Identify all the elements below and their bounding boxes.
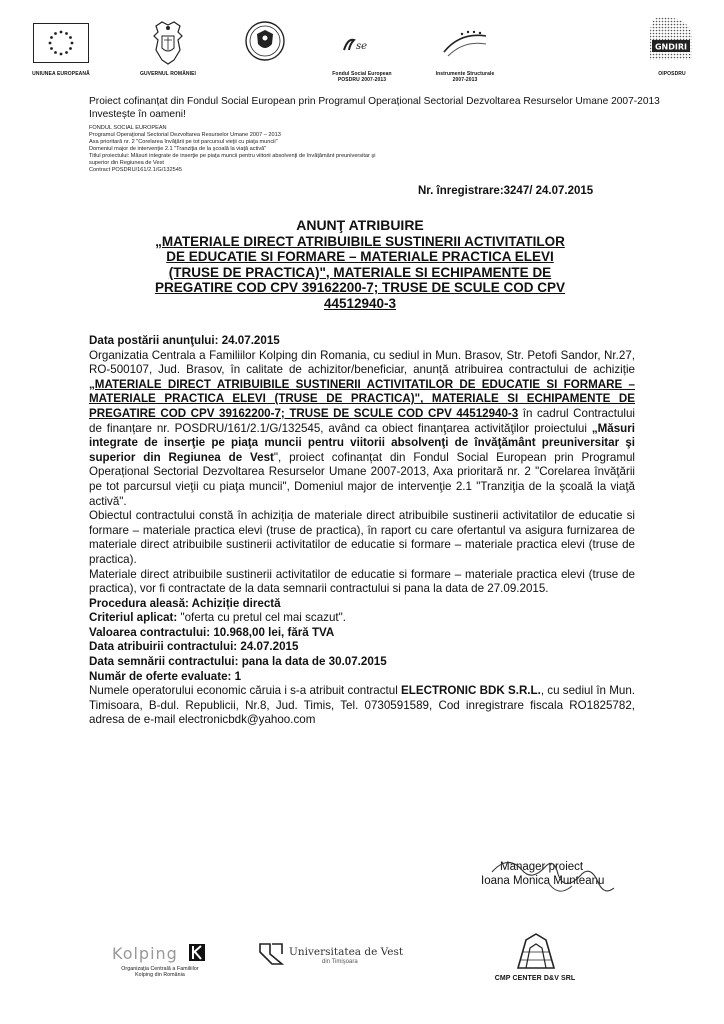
fse-logo-icon bbox=[340, 34, 380, 54]
cmp-center-icon bbox=[508, 932, 562, 972]
structural-instruments-icon bbox=[440, 28, 490, 60]
footer-logos bbox=[0, 930, 724, 1010]
reference-line: Contract POSDRU/161/2.1/G/132545 bbox=[89, 167, 182, 173]
uvt-wordmark-1: Universitatea de Vest bbox=[289, 946, 404, 958]
oiposdru-mark-text: GNDIRI bbox=[654, 42, 688, 52]
para1-text-c: în cadrul Contractului de finanțare nr. POSDRU/161/2.1/G/132545, având ca obiect finanţarea activităţilor proiectului bbox=[89, 406, 635, 435]
reference-line: Programul Operaţional Sectorial Dezvoltarea Resurselor Umane 2007 – 2013 bbox=[89, 132, 281, 138]
reference-line: Domeniul major de intervenţie 2.1 "Tranziţia de la şcoală la viaţă activă" bbox=[89, 146, 267, 152]
procedure: Procedura aleasă: Achiziție directă bbox=[89, 596, 281, 610]
reference-line: Axa prioritară nr. 2 "Corelarea învăţării pe tot parcursul vieţii cu piaţa muncii" bbox=[89, 139, 278, 145]
posting-date: Data postării anunţului: 24.07.2015 bbox=[89, 334, 280, 347]
signature-role: Manager proiect bbox=[500, 861, 584, 873]
eu-flag-icon bbox=[33, 23, 89, 63]
signing-date: Data semnării contractului: pana la data de 30.07.2015 bbox=[89, 655, 387, 669]
eu-caption: UNIUNEA EUROPEANĂ bbox=[32, 71, 90, 77]
registration-number: Nr. înregistrare:3247/ 24.07.2015 bbox=[418, 185, 594, 197]
kolping-wordmark: Kolping bbox=[112, 944, 178, 963]
para1-text-a: Organizatia Centrala a Familiilor Kolping din Romania, cu sediul in Mun. Brasov, Str. Petofi Sandor, Nr.27, RO-500107, Jud. Brasov, în calitate de achizitor/beneficiar, anunță atribuirea contractului de achiziție bbox=[89, 348, 635, 377]
svg-text:se: se bbox=[356, 41, 368, 52]
criterion-label: Criteriul aplicat: bbox=[89, 611, 178, 625]
cmp-center-caption: CMP CENTER D&V SRL bbox=[494, 975, 576, 982]
uvt-wordmark-2: din Timişoara bbox=[322, 959, 358, 965]
paragraph-contract-object: Obiectul contractului constă în achiziția de materiale direct atribuibile sustinerii activitatilor de educatie si formare – materiale practica elevi (truse de practica), în raport cu care ofertantul va asigura furnizarea de materiale direct atribuibile sustinerii activitatilor de educatie si formare – materiale practica elevi (truse de practica). bbox=[89, 509, 635, 566]
title-line: DE EDUCATIE SI FORMARE – MATERIALE PRACTICA ELEVI bbox=[166, 249, 554, 265]
offers-count: Număr de oferte evaluate: 1 bbox=[89, 669, 242, 683]
paragraph-contracting-authority bbox=[89, 349, 635, 510]
title-heading: ANUNŢ ATRIBUIRE bbox=[296, 217, 424, 233]
contract-name: „MATERIALE DIRECT ATRIBUIBILE SUSTINERII ACTIVITATILOR DE EDUCATIE SI FORMARE – MATERIALE PRACTICA ELEVI (TRUSE DE PRACTICA)", MATERIALE SI ECHIPAMENTE DE PREGATIRE COD CPV 39162200-7; TRUSE DE SCULE COD CPV 44512940-3 bbox=[89, 377, 635, 420]
title-line: 44512940-3 bbox=[323, 295, 397, 311]
paragraph-contract-period: Materiale direct atribuibile sustinerii activitatilor de educatie si formare – materiale practica elevi (truse de practica), vor fi contractate de la data semnarii contractului si pana la data de 27.09.2015. bbox=[89, 567, 635, 596]
oiposdru-caption: OIPOSDRU bbox=[658, 71, 686, 77]
ministry-seal-icon bbox=[244, 20, 286, 62]
criterion bbox=[89, 611, 635, 626]
criterion-value: "oferta cu pretul cel mai scazut". bbox=[177, 611, 346, 625]
title-line: PREGATIRE COD CPV 39162200-7; TRUSE DE SCULE COD CPV bbox=[154, 280, 566, 296]
cofinance-line: Proiect cofinanțat din Fondul Social European prin Programul Operațional Sectorial Dezvoltarea Resurselor Umane 2007-2013 bbox=[89, 96, 660, 107]
notice-title bbox=[90, 218, 630, 312]
reference-line: FONDUL SOCIAL EUROPEAN bbox=[89, 125, 167, 131]
kolping-icon bbox=[189, 944, 205, 961]
title-line: (TRUSE DE PRACTICA)", MATERIALE SI ECHIPAMENTE DE bbox=[168, 264, 552, 280]
winner-text-c: , cu sediul în Mun. Timisoara, B-dul. Republicii, Nr.8, Jud. Timis, Tel. 0730591589, Cod inregistrare fiscala RO1825782, adresa de e-mail electronicbdk@yahoo.com bbox=[89, 684, 635, 727]
reference-line: superior din Regiunea de Vest bbox=[89, 160, 164, 166]
kolping-caption-1: Organizaţia Centrală a Familiilor bbox=[121, 966, 199, 972]
contract-value: Valoarea contractului: 10.968,00 lei, fără TVA bbox=[89, 625, 335, 639]
structural-caption-2: 2007-2013 bbox=[452, 77, 478, 83]
coat-of-arms-icon bbox=[150, 20, 186, 66]
paragraph-winner bbox=[89, 684, 635, 728]
winner-name: ELECTRONIC BDK S.R.L. bbox=[401, 684, 541, 698]
title-line: „MATERIALE DIRECT ATRIBUIBILE SUSTINERII ACTIVITATILOR bbox=[155, 233, 565, 249]
fse-caption-2: POSDRU 2007-2013 bbox=[337, 77, 387, 83]
project-name: „Măsuri integrate de inserţie pe piaţa muncii pentru viitorii absolvenţi de învăţământ preuniversitar şi superior din Regiunea de Vest bbox=[89, 421, 635, 464]
para1-text-e: ", proiect cofinanțat din Fondul Social European prin Programul Operațional Sectorial Dezvoltarea Resurselor Umane 2007-2013, Axa prioritară nr. 2 "Corelarea învăţării pe tot parcursul vieţii cu piaţa muncii", Domeniul major de intervenţie 2.1 "Tranziţia de la şcoală la viaţă activă". bbox=[89, 450, 635, 508]
invest-line: Investește în oameni! bbox=[89, 109, 186, 120]
handwritten-signature bbox=[488, 852, 618, 902]
signature-name: Ioana Monica Munteanu bbox=[481, 875, 605, 887]
award-date: Data atribuirii contractului: 24.07.2015 bbox=[89, 640, 299, 654]
uvt-icon bbox=[258, 940, 284, 966]
winner-text-a: Numele operatorului economic căruia i s-a atribuit contractul bbox=[89, 684, 402, 698]
kolping-caption-2: Kolping din România bbox=[135, 972, 185, 978]
government-caption: GUVERNUL ROMÂNIEI bbox=[139, 71, 197, 77]
oiposdru-icon bbox=[646, 14, 696, 64]
header-logos bbox=[0, 0, 724, 83]
fse-caption-1: Fondul Social European bbox=[332, 71, 392, 77]
structural-caption-1: Instrumente Structurale bbox=[435, 71, 495, 77]
reference-line: Titlul proiectului: Măsuri integrate de inserţie pe piaţa muncii pentru viitorii absolvenţi de învăţământ preuniversitar şi bbox=[89, 153, 376, 159]
notice-body bbox=[89, 334, 635, 728]
